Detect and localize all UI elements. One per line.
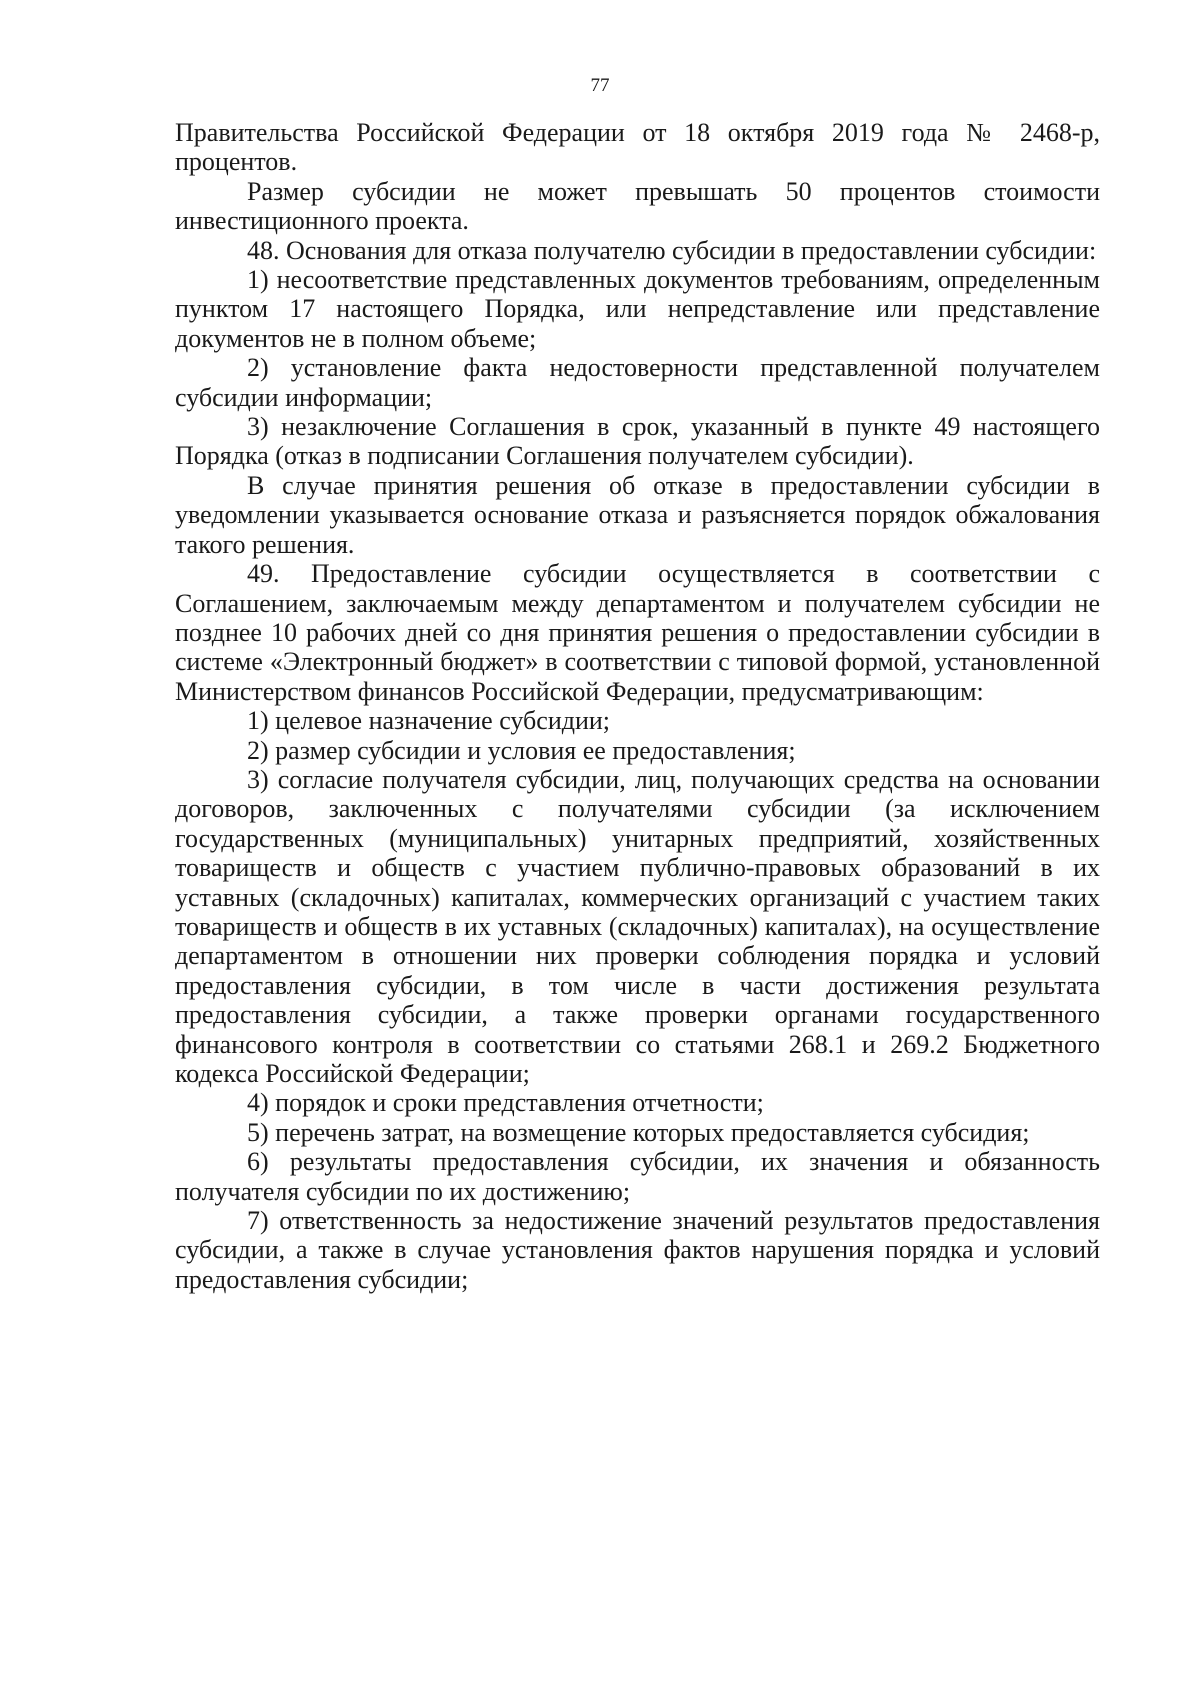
- paragraph-refusal-notice: В случае принятия решения об отказе в предоставлении субсидии в уведомлении указывается основание отказа и разъясняется порядок обжалования такого решения.: [175, 470, 1100, 559]
- list-item-49-3: 3) согласие получателя субсидии, лиц, получающих средства на основании договоров, заключенных с получателями субсидии (за исключением государственных (муниципальных) унитарных предприятий, хозяйственных товариществ и обществ с участием публично-правовых образований в их уставных (складочных) капиталах, коммерческих организаций с участием таких товариществ и обществ в их уставных (складочных) капиталах), на осуществление департаментом в отношении них проверки соблюдения порядка и условий предоставления субсидии, в том числе в части достижения результата предоставления субсидии, а также проверки органами государственного финансового контроля в соответствии со статьями 268.1 и 269.2 Бюджетного кодекса Российской Федерации;: [175, 764, 1100, 1088]
- list-item-49-1: 1) целевое назначение субсидии;: [247, 706, 611, 736]
- list-item-49-6: 6) результаты предоставления субсидии, их значения и обязанность получателя субсидии по их достижению;: [175, 1147, 1100, 1206]
- list-item-49-4: 4) порядок и сроки представления отчетности;: [247, 1088, 764, 1118]
- list-item-48-1: 1) несоответствие представленных документов требованиям, определенным пунктом 17 настоящего Порядка, или непредставление или представление документов не в полном объеме;: [175, 265, 1100, 353]
- list-item-49-5: 5) перечень затрат, на возмещение которых предоставляется субсидия;: [247, 1117, 1030, 1147]
- paragraph-continuation: Правительства Российской Федерации от 18 октября 2019 года № 2468-р, процентов.: [175, 118, 1100, 177]
- paragraph-49-heading: 49. Предоставление субсидии осуществляется в соответствии с Соглашением, заключаемым между департаментом и получателем субсидии не позднее 10 рабочих дней со дня принятия решения о предоставлении субсидии в системе «Электронный бюджет» в соответствии с типовой формой, установленной Министерством финансов Российской Федерации, предусматривающим:: [175, 559, 1100, 706]
- list-item-48-3: 3) незаключение Соглашения в срок, указанный в пункте 49 настоящего Порядка (отказ в подписании Соглашения получателем субсидии).: [175, 412, 1100, 471]
- page-number: 77: [590, 75, 610, 96]
- paragraph-subsidy-limit: Размер субсидии не может превышать 50 процентов стоимости инвестиционного проекта.: [175, 176, 1100, 236]
- document-body: [175, 118, 1100, 1294]
- list-item-49-7: 7) ответственность за недостижение значений результатов предоставления субсидии, а также в случае установления фактов нарушения порядка и условий предоставления субсидии;: [175, 1206, 1100, 1294]
- paragraph-48-heading: 48. Основания для отказа получателю субсидии в предоставлении субсидии:: [247, 235, 1097, 265]
- list-item-49-2: 2) размер субсидии и условия ее предоставления;: [247, 735, 796, 765]
- list-item-48-2: 2) установление факта недостоверности представленной получателем субсидии информации;: [175, 353, 1100, 412]
